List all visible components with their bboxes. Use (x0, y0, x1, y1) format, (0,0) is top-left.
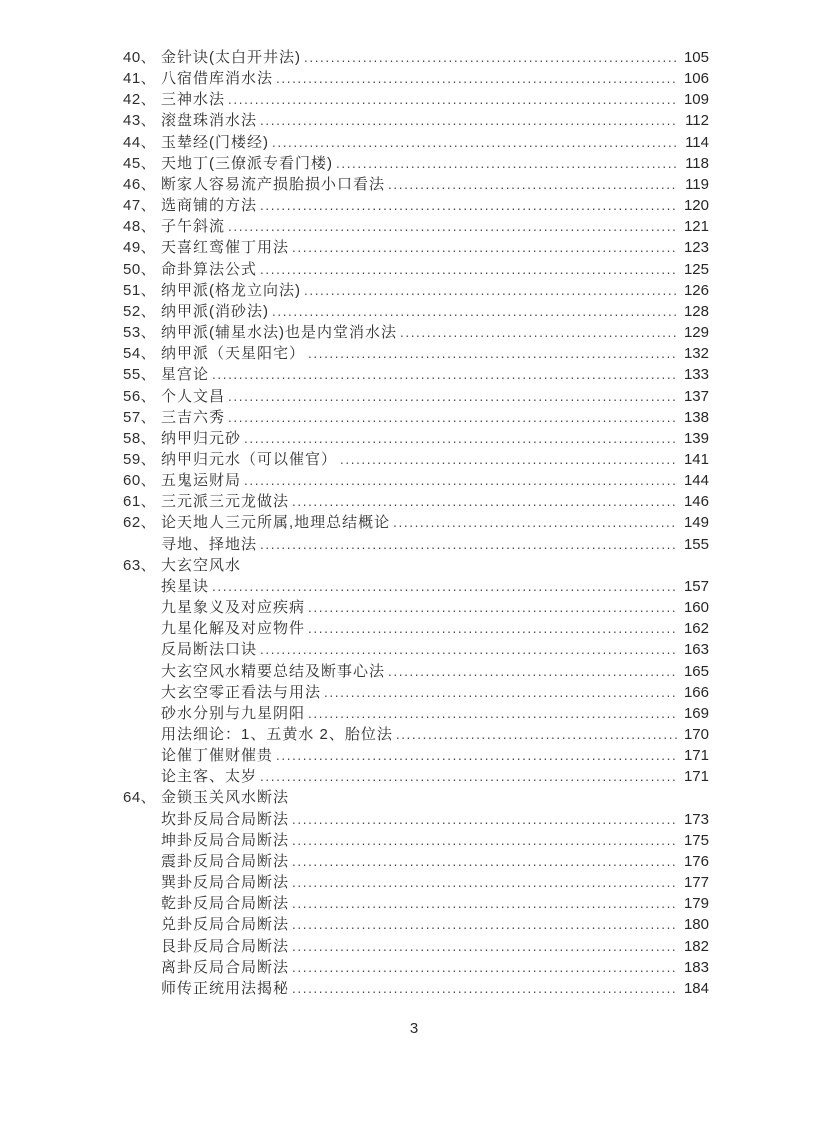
toc-dot-leader (336, 153, 677, 174)
toc-dot-leader (260, 259, 677, 280)
page-number: 3 (409, 1020, 419, 1037)
toc-dot-leader (400, 322, 677, 343)
toc-entry (123, 364, 709, 385)
toc-entry (123, 703, 709, 724)
toc-entry (123, 259, 709, 280)
toc-dot-leader (228, 407, 677, 428)
toc-entry (123, 830, 709, 851)
toc-entry-page: 163 (683, 641, 709, 659)
toc-dot-leader (304, 47, 677, 68)
toc-entry-page: 183 (683, 958, 709, 976)
toc-entry-title: 师传正统用法揭秘 (161, 979, 290, 997)
toc-entry-number: 58、 (123, 429, 157, 447)
toc-entry-title: 断家人容易流产损胎损小口看法 (161, 175, 386, 193)
toc-entry-page: 112 (685, 112, 709, 130)
toc-entry-page: 121 (683, 218, 709, 236)
toc-entry-title: 选商铺的方法 (161, 197, 258, 215)
toc-dot-leader (212, 364, 677, 385)
toc-entry-title: 纳甲派(消砂法) (161, 302, 269, 320)
toc-entry-page: 118 (685, 154, 709, 172)
toc-entry-title: 坤卦反局合局断法 (161, 831, 290, 849)
toc-entry (123, 216, 709, 237)
toc-entry (123, 301, 709, 322)
toc-entry (123, 766, 709, 787)
toc-entry-title: 三元派三元龙做法 (161, 493, 290, 511)
toc-entry-title: 震卦反局合局断法 (161, 852, 290, 870)
toc-entry-number: 48、 (123, 218, 157, 236)
toc-dot-leader (276, 745, 677, 766)
toc-dot-leader (292, 237, 677, 258)
toc-entry-title: 金针诀(太白开井法) (161, 49, 301, 66)
toc-entry-page: 144 (683, 472, 709, 490)
toc-entry-page: 106 (683, 70, 709, 88)
toc-entry-number: 52、 (123, 302, 157, 320)
toc-entry-number: 43、 (123, 112, 157, 130)
toc-entry (123, 555, 709, 576)
toc-entry (123, 47, 709, 68)
toc-entry-title: 纳甲归元砂 (161, 429, 242, 447)
toc-dot-leader (260, 639, 677, 660)
toc-entry (123, 153, 709, 174)
toc-entry (123, 787, 709, 808)
toc-entry (123, 470, 709, 491)
toc-entry-page: 141 (683, 450, 709, 468)
toc-entry-title: 金锁玉关风水断法 (161, 789, 290, 807)
toc-dot-leader (388, 174, 677, 195)
toc-entry-number: 53、 (123, 324, 157, 342)
toc-entry-page: 177 (683, 874, 709, 892)
toc-entry-number: 62、 (123, 514, 157, 532)
toc-entry (123, 343, 709, 364)
toc-entry-title: 论主客、太岁 (161, 768, 258, 786)
toc-entry-number: 49、 (123, 239, 157, 257)
toc-dot-leader (260, 534, 677, 555)
toc-entry-page: 160 (683, 599, 709, 617)
toc-dot-leader (388, 661, 677, 682)
toc-entry-number: 41、 (123, 70, 157, 88)
toc-entry-page: 146 (683, 493, 709, 511)
toc-entry-number: 63、 (123, 556, 157, 574)
toc-dot-leader (228, 216, 677, 237)
toc-entry-number: 61、 (123, 493, 157, 511)
toc-entry-title: 大玄空零正看法与用法 (161, 683, 322, 701)
toc-entry (123, 195, 709, 216)
toc-dot-leader (260, 766, 677, 787)
toc-dot-leader (292, 851, 677, 872)
toc-entry-title: 用法细论：1、五黄水 2、胎位法 (161, 726, 393, 743)
toc-dot-leader (244, 428, 677, 449)
toc-entry (123, 132, 709, 153)
toc-entry-page: 105 (683, 49, 709, 66)
toc-entry (123, 89, 709, 110)
toc-entry-number: 46、 (123, 175, 157, 193)
toc-entry-page: 179 (683, 895, 709, 913)
toc-entry (123, 809, 709, 830)
toc-dot-leader (292, 491, 677, 512)
toc-entry (123, 68, 709, 89)
toc-entry-page: 114 (685, 133, 709, 151)
toc-entry (123, 724, 709, 745)
toc-dot-leader (308, 618, 677, 639)
toc-dot-leader (276, 68, 677, 89)
toc-entry-title: 论天地人三元所属,地理总结概论 (161, 514, 391, 532)
toc-entry (123, 936, 709, 957)
toc-entry-number: 51、 (123, 281, 157, 299)
toc-dot-leader (340, 449, 677, 470)
toc-entry-page: 120 (683, 197, 709, 215)
toc-dot-leader (292, 978, 677, 999)
toc-entry-page: 155 (683, 535, 709, 553)
toc-entry-page: 171 (683, 768, 709, 786)
toc-entry (123, 851, 709, 872)
toc-entry-page: 128 (683, 302, 709, 320)
toc-entry-page: 126 (683, 281, 709, 299)
toc-entry (123, 639, 709, 660)
toc-entry-number: 50、 (123, 260, 157, 278)
toc-entry (123, 914, 709, 935)
toc-dot-leader (292, 936, 677, 957)
toc-entry (123, 174, 709, 195)
toc-entry-number: 59、 (123, 450, 157, 468)
toc-entry-number: 57、 (123, 408, 157, 426)
toc-entry-title: 大玄空风水 (161, 556, 242, 574)
toc-entry-page: 184 (683, 979, 709, 997)
toc-entry-title: 大玄空风水精要总结及断事心法 (161, 662, 386, 680)
toc-entry-number: 64、 (123, 789, 157, 807)
toc-entry-title: 坎卦反局合局断法 (161, 810, 290, 828)
toc-entry-page: 149 (683, 514, 709, 532)
toc-entry-page: 180 (683, 916, 709, 934)
toc-entry-number: 45、 (123, 154, 157, 172)
toc-entry-number: 60、 (123, 472, 157, 490)
toc-dot-leader (292, 957, 677, 978)
toc-dot-leader (308, 597, 677, 618)
toc-entry-title: 命卦算法公式 (161, 260, 258, 278)
toc-entry-title: 纳甲归元水（可以催官） (161, 450, 338, 468)
toc-entry-number: 44、 (123, 133, 157, 151)
toc-entry (123, 428, 709, 449)
toc-entry-page: 166 (683, 683, 709, 701)
toc-entry (123, 978, 709, 999)
toc-dot-leader (244, 470, 677, 491)
toc-dot-leader (292, 809, 677, 830)
toc-dot-leader (393, 512, 677, 533)
toc-entry-page: 165 (683, 662, 709, 680)
toc-entry-page: 173 (683, 810, 709, 828)
toc-entry (123, 237, 709, 258)
toc-entry-title: 纳甲派(辅星水法)也是内堂消水法 (161, 324, 397, 342)
toc-dot-leader (324, 682, 677, 703)
toc-entry-page: 157 (683, 577, 709, 595)
toc-entry-page: 171 (683, 747, 709, 765)
toc-entry-number: 47、 (123, 197, 157, 215)
page-footer (0, 1020, 828, 1037)
toc-entry-title: 离卦反局合局断法 (161, 958, 290, 976)
toc-entry-title: 巽卦反局合局断法 (161, 874, 290, 892)
toc-dot-leader (304, 280, 677, 301)
toc-entry-title: 反局断法口诀 (161, 641, 258, 659)
toc-entry-title: 三吉六秀 (161, 408, 226, 426)
toc-dot-leader (228, 89, 677, 110)
toc-entry-title: 寻地、择地法 (161, 535, 258, 553)
toc-entry-title: 九星象义及对应疾病 (161, 599, 306, 617)
toc-dot-leader (272, 132, 677, 153)
toc-entry (123, 893, 709, 914)
toc-entry-number: 40、 (123, 49, 157, 66)
toc-entry-page: 137 (683, 387, 709, 405)
toc-entry-page: 169 (683, 704, 709, 722)
toc-entry (123, 449, 709, 470)
toc-entry-page: 176 (683, 852, 709, 870)
toc-entry-page: 125 (683, 260, 709, 278)
toc-dot-leader (292, 830, 677, 851)
toc-entry-page: 133 (683, 366, 709, 384)
toc-entry-title: 砂水分别与九星阴阳 (161, 704, 306, 722)
toc-entry-title: 天地丁(三僚派专看门楼) (161, 154, 333, 172)
toc-entry-page: 123 (683, 239, 709, 257)
toc-entry-title: 纳甲派(格龙立向法) (161, 281, 301, 299)
toc-dot-leader (292, 893, 677, 914)
toc-dot-leader (228, 386, 677, 407)
toc-entry-page: 119 (685, 175, 709, 193)
toc-entry-page: 132 (683, 345, 709, 363)
toc-entry-title: 九星化解及对应物件 (161, 620, 306, 638)
toc-entry (123, 576, 709, 597)
toc-entry-number: 55、 (123, 366, 157, 384)
toc-dot-leader (292, 914, 677, 935)
toc-entry (123, 280, 709, 301)
toc-entry (123, 491, 709, 512)
toc-entry-page: 129 (683, 324, 709, 342)
toc-entry-title: 纳甲派（天星阳宅） (161, 345, 306, 363)
toc-entry (123, 618, 709, 639)
toc-entry-title: 三神水法 (161, 91, 226, 109)
toc-entry-number: 56、 (123, 387, 157, 405)
toc-entry-title: 五鬼运财局 (161, 472, 242, 490)
toc-dot-leader (260, 195, 677, 216)
toc-entry (123, 386, 709, 407)
toc-entry (123, 661, 709, 682)
toc-entry (123, 597, 709, 618)
toc-entry-title: 艮卦反局合局断法 (161, 937, 290, 955)
toc-entry-page: 139 (683, 429, 709, 447)
toc-dot-leader (272, 301, 677, 322)
toc-entry-page: 175 (683, 831, 709, 849)
toc-entry (123, 682, 709, 703)
toc-entry-title: 天喜红鸾催丁用法 (161, 239, 290, 257)
toc-dot-leader (212, 576, 677, 597)
toc-dot-leader (292, 872, 677, 893)
toc-entry-number: 42、 (123, 91, 157, 109)
toc-dot-leader (260, 110, 677, 131)
toc-entry-title: 星宫论 (161, 366, 210, 384)
toc-entry (123, 745, 709, 766)
toc-dot-leader (308, 343, 677, 364)
toc-entry (123, 512, 709, 533)
toc-entry-title: 乾卦反局合局断法 (161, 895, 290, 913)
table-of-contents (123, 47, 709, 999)
toc-entry-page: 138 (683, 408, 709, 426)
toc-entry-title: 八宿借库消水法 (161, 70, 274, 88)
toc-entry-title: 子午斜流 (161, 218, 226, 236)
toc-entry-title: 论催丁催财催贵 (161, 747, 274, 765)
toc-entry (123, 407, 709, 428)
toc-entry (123, 872, 709, 893)
toc-entry (123, 957, 709, 978)
toc-entry-title: 兑卦反局合局断法 (161, 916, 290, 934)
toc-entry (123, 110, 709, 131)
toc-entry (123, 534, 709, 555)
toc-entry-page: 182 (683, 937, 709, 955)
toc-entry-page: 109 (683, 91, 709, 109)
toc-entry-title: 滚盘珠消水法 (161, 112, 258, 130)
toc-entry-page: 162 (683, 620, 709, 638)
toc-entry-number: 54、 (123, 345, 157, 363)
toc-entry-title: 玉辇经(门楼经) (161, 133, 269, 151)
toc-entry-page: 170 (683, 726, 709, 743)
toc-dot-leader (308, 703, 677, 724)
toc-dot-leader (396, 724, 677, 745)
toc-entry-title: 挨星诀 (161, 577, 210, 595)
toc-entry-title: 个人文昌 (161, 387, 226, 405)
toc-entry (123, 322, 709, 343)
